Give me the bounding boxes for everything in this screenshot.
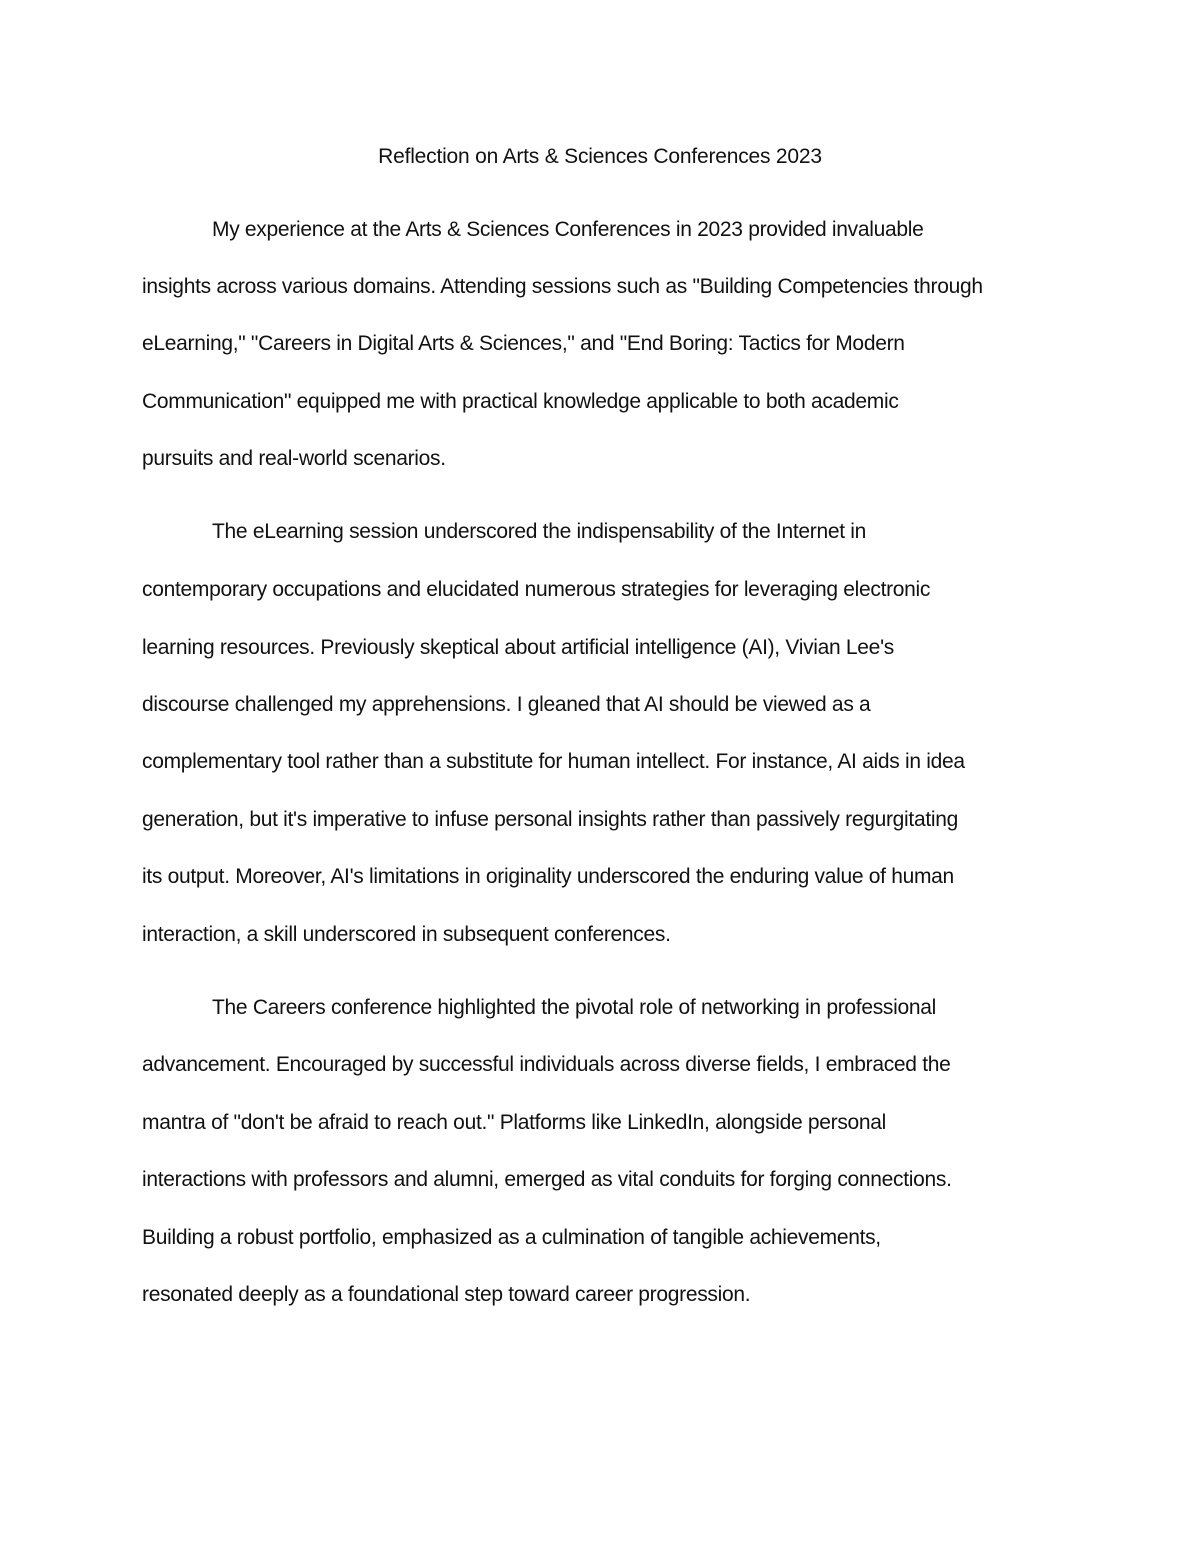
paragraph-2-line-4: discourse challenged my apprehensions. I gleaned that AI should be viewed as a (142, 693, 871, 716)
paragraph-2-line-2: contemporary occupations and elucidated numerous strategies for leveraging electronic (142, 578, 931, 601)
paragraph-2-line-6: generation, but it's imperative to infuse personal insights rather than passively regurgitating (142, 808, 958, 831)
paragraph-3-line-6: resonated deeply as a foundational step toward career progression. (142, 1283, 751, 1306)
paragraph-2-line-1: The eLearning session underscored the indispensability of the Internet in (212, 520, 867, 543)
paragraph-2-line-7: its output. Moreover, AI's limitations in originality underscored the enduring value of human (142, 865, 954, 888)
paragraph-1-line-4: Communication" equipped me with practical knowledge applicable to both academic (142, 390, 899, 413)
paragraph-3-line-2: advancement. Encouraged by successful individuals across diverse fields, I embraced the (142, 1053, 951, 1076)
paragraph-3-line-5: Building a robust portfolio, emphasized as a culmination of tangible achievements, (142, 1226, 881, 1249)
paragraph-3-line-3: mantra of "don't be afraid to reach out." Platforms like LinkedIn, alongside personal (142, 1111, 887, 1134)
paragraph-2-line-5: complementary tool rather than a substitute for human intellect. For instance, AI aids in idea (142, 750, 965, 773)
paragraph-1-line-2: insights across various domains. Attending sessions such as "Building Competencies through (142, 275, 983, 298)
document-title: Reflection on Arts & Sciences Conferences 2023 (378, 145, 822, 168)
paragraph-1-line-3: eLearning," "Careers in Digital Arts & Sciences," and "End Boring: Tactics for Modern (142, 332, 905, 355)
paragraph-2-line-8: interaction, a skill underscored in subsequent conferences. (142, 923, 671, 946)
paragraph-1-line-5: pursuits and real-world scenarios. (142, 447, 446, 470)
paragraph-1-line-1: My experience at the Arts & Sciences Conferences in 2023 provided invaluable (212, 218, 924, 241)
paragraph-3-line-1: The Careers conference highlighted the pivotal role of networking in professional (212, 996, 936, 1019)
paragraph-2-line-3: learning resources. Previously skeptical about artificial intelligence (AI), Vivian Lee's (142, 636, 894, 659)
paragraph-3-line-4: interactions with professors and alumni, emerged as vital conduits for forging connections. (142, 1168, 952, 1191)
